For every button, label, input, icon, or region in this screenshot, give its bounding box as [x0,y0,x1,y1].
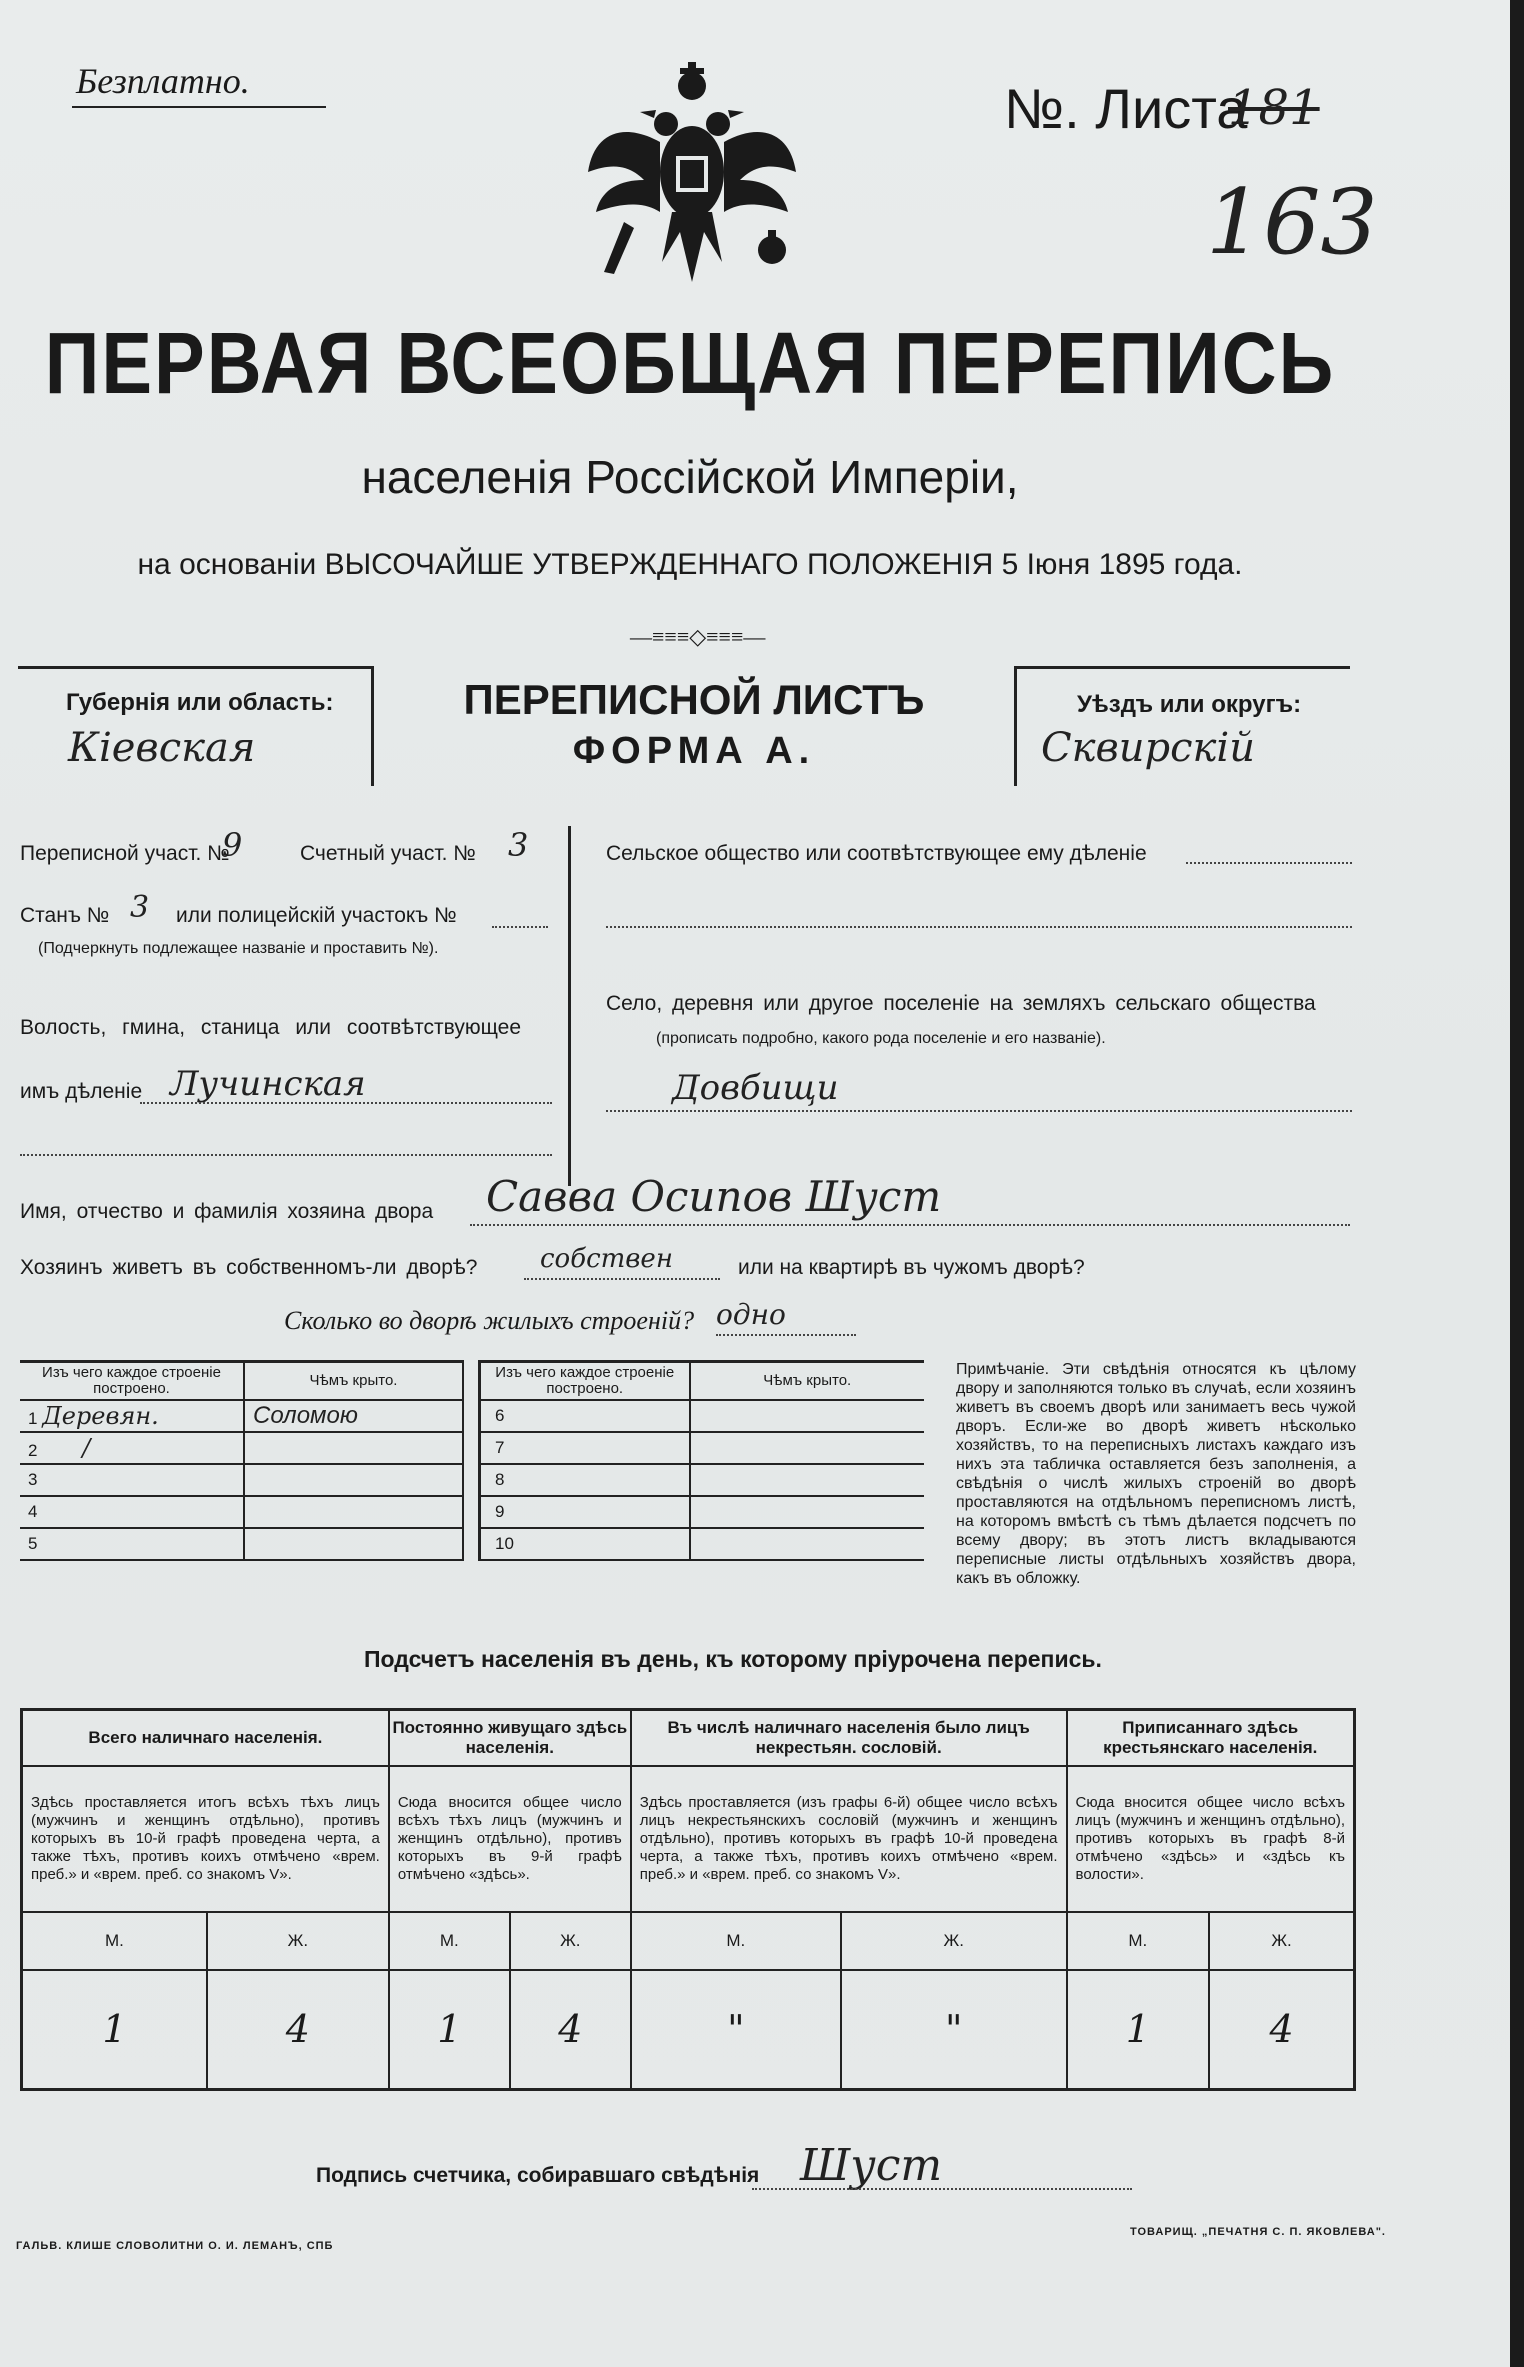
m-label: М. [1067,1912,1210,1970]
signature-dotline [752,2188,1132,2190]
lives-value: собствен [540,1244,673,1274]
col-material: Изъ чего каждое строеніе построено. [20,1362,244,1401]
lives-label: Хозяинъ живетъ въ собственномъ-ли дворѣ? [20,1256,478,1279]
m-label: М. [22,1912,207,1970]
f-label: Ж. [510,1912,631,1970]
underline-note: (Подчеркнуть подлежащее названіе и проставить №). [38,940,439,957]
tally-head-1: Всего наличнаго населенія. [22,1710,389,1766]
buildings-label: Сколько во дворѣ жилыхъ строеній? [284,1306,695,1335]
buildings-table-left [20,1360,464,1561]
signature-value: Шуст [800,2140,943,2191]
volost-value: Лучинская [170,1064,366,1104]
selskoe-dotline [1186,862,1352,864]
tally-value-m-2: 1 [389,1970,510,2090]
buildings-table-right [478,1360,924,1561]
f-label: Ж. [841,1912,1067,1970]
table-row: 8 [480,1464,925,1496]
f-label: Ж. [1209,1912,1354,1970]
police-label: или полицейскій участокъ № [176,904,457,927]
f-label: Ж. [207,1912,389,1970]
tally-value-f-4: 4 [1209,1970,1354,2090]
volost-label: Волость, гмина, станица или соотвѣтствующее [20,1016,521,1039]
selo-note: (прописать подробно, какого рода поселеніе и его названіе). [656,1030,1106,1047]
col-material: Изъ чего каждое строеніе построено. [480,1362,690,1401]
free-label: Безплатно. [76,61,250,101]
owner-label: Имя, отчество и фамилія хозяина двора [20,1200,434,1223]
table-row: 1 Деревян. Соломою [20,1400,463,1432]
selo-label: Село, деревня или другое поселеніе на земляхъ сельскаго общества [606,992,1316,1015]
table-row: 2 / [20,1432,463,1464]
tally-value-m-3: " [631,1970,841,2090]
bleed-through-text [940,180,946,210]
signature-label: Подпись счетчика, собиравшаго свѣдѣнія [316,2164,760,2187]
form-name: ФОРМА А. [572,730,816,772]
sheet-number-old: 181 [1228,80,1320,136]
selskoe-dotline-2 [606,926,1352,928]
schet-uch-value: 3 [508,826,529,864]
col-roof: Чѣмъ крыто. [244,1362,463,1401]
perepis-uch-value: 9 [222,826,243,864]
tally-value-f-2: 4 [510,1970,631,2090]
tally-value-m-1: 1 [22,1970,207,2090]
tally-head-2: Постоянно живущаго здѣсь населенія. [389,1710,631,1766]
owner-value: Савва Осипов Шуст [486,1172,942,1221]
table-row: 10 [480,1528,925,1560]
ornament-divider: —≡≡≡◇≡≡≡— [630,624,766,649]
tally-desc-4: Сюда вносится общее число всѣхъ лицъ (мужчинъ и женщинъ отдѣльно), противъ которыхъ въ графѣ 8-й отмѣчено «здѣсь» и «здѣсь къ волости». [1067,1766,1355,1912]
tally-desc-2: Сюда вносится общее число всѣхъ тѣхъ лицъ (мужчинъ и женщинъ отдѣльно), противъ которыхъ въ 9-й графѣ отмѣчено «здѣсь». [389,1766,631,1912]
m-label: М. [389,1912,510,1970]
tally-desc-1: Здѣсь проставляется итогъ всѣхъ тѣхъ лицъ (мужчинъ и женщинъ отдѣльно), противъ которыхъ въ 10-й графѣ проведена черта, а также тѣхъ, противъ коихъ отмѣчено «врем. преб.» и «врем. преб. со знакомъ V». [22,1766,389,1912]
double-headed-eagle-emblem [584,62,800,298]
lives-dotline [524,1278,720,1280]
police-dotline [492,926,548,928]
uezd-label: Уѣздъ или округъ: [1077,691,1302,718]
stan-value: 3 [130,890,150,925]
table-row: 9 [480,1496,925,1528]
tally-value-f-3: " [841,1970,1067,2090]
buildings-dotline [716,1334,856,1336]
table-row: 5 [20,1528,463,1560]
stan-label: Станъ № [20,904,110,927]
guberniya-box [18,666,374,786]
table-row: 7 [480,1432,925,1464]
perepis-uch-label: Переписной участ. № [20,842,230,865]
col-roof: Чѣмъ крыто. [690,1362,925,1401]
tally-head-3: Въ числѣ наличнаго населенія было лицъ некрестьян. сословій. [631,1710,1067,1766]
population-tally-table [20,1708,1356,2091]
tally-desc-3: Здѣсь проставляется (изъ графы 6-й) общее число всѣхъ лицъ некрестьянскихъ сословій (мужчинъ и женщинъ отдѣльно), противъ которыхъ въ графѣ 10-й проведена черта, а также тѣхъ, противъ коихъ отмѣчено «врем. преб.» и «врем. преб. со знакомъ V». [631,1766,1067,1912]
buildings-value: одно [716,1298,786,1331]
field-divider [568,826,571,1186]
document-title: ПЕРВАЯ ВСЕОБЩАЯ ПЕРЕПИСЬ [44,314,1336,413]
table-row: 3 [20,1464,463,1496]
schet-uch-label: Счетный участ. № [300,842,476,865]
uezd-box [1014,666,1350,786]
selo-value: Довбищи [672,1068,839,1108]
m-label: М. [631,1912,841,1970]
guberniya-label: Губернія или область: [66,689,334,716]
tally-head-4: Приписаннаго здѣсь крестьянскаго населенія. [1067,1710,1355,1766]
tally-value-m-4: 1 [1067,1970,1210,2090]
owner-dotline [470,1224,1350,1226]
selskoe-label: Сельское общество или соотвѣтствующее ему дѣленіе [606,842,1147,865]
lives-label-2: или на квартирѣ въ чужомъ дворѣ? [738,1256,1085,1279]
footer-left: ГАЛЬВ. КЛИШЕ СЛОВОЛИТНИ О. И. ЛЕМАНЪ, СПБ [16,2240,334,2252]
tally-title: Подсчетъ населенія въ день, къ которому пріурочена перепись. [364,1646,1102,1672]
selo-dotline [606,1110,1352,1112]
document-subtitle: населенія Россійской Имперіи, [361,451,1019,503]
sheet-number-label: №. Листа [1004,77,1248,140]
sheet-number-new: 163 [1206,170,1378,275]
note-text: Примѣчаніе. Эти свѣдѣнія относятся къ цѣлому двору и заполняются только въ случаѣ, если хозяинъ живетъ въ своемъ дворѣ или занимаетъ весь чужой дворъ. Если-же во дворѣ живетъ нѣсколько хозяйствъ, то на переписныхъ листахъ каждаго изъ нихъ эта табличка оставляется безъ заполненія, а свѣдѣнія о числѣ жилыхъ строеній во дворѣ проставляются на отдѣльномъ переписномъ листѣ, на которомъ вмѣстѣ съ тѣмъ дѣлается подсчетъ по всему двору; въ этотъ листъ вкладываются переписные листы отдѣльныхъ хозяйствъ двора, какъ въ обложку. [956,1361,1356,1587]
volost-label-2: имъ дѣленіе [20,1080,143,1103]
document-basis: на основаніи ВЫСОЧАЙШЕ УТВЕРЖДЕННАГО ПОЛОЖЕНІЯ 5 Іюня 1895 года. [137,548,1243,581]
volost-dotline-2 [20,1154,552,1156]
table-row: 4 [20,1496,463,1528]
guberniya-value: Кіевская [68,725,256,771]
form-title: ПЕРЕПИСНОЙ ЛИСТЪ [463,676,925,723]
uezd-value: Сквирскій [1041,725,1255,771]
footer-right: ТОВАРИЩ. „ПЕЧАТНЯ С. П. ЯКОВЛЕВА". [1130,2226,1386,2238]
free-underline [72,106,326,108]
form-title-block [384,676,1004,773]
volost-dotline [140,1102,552,1104]
scan-edge [1510,0,1524,2367]
table-row: 6 [480,1400,925,1432]
tally-value-f-1: 4 [207,1970,389,2090]
